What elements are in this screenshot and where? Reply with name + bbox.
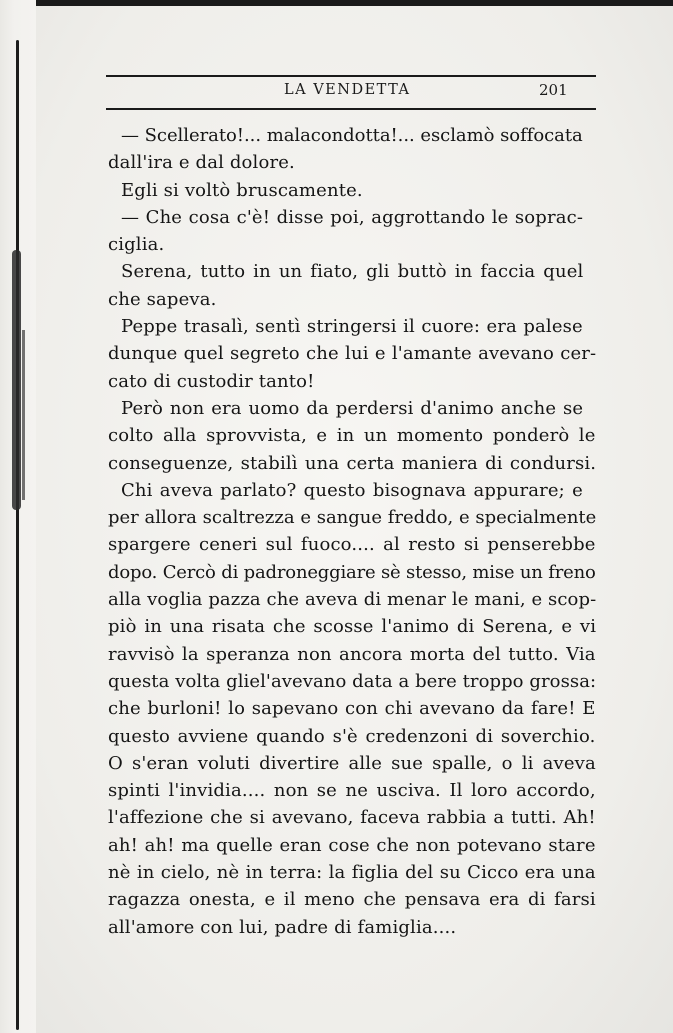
text-line: che burloni! lo sapevano con chi avevano da fare! E <box>108 698 596 720</box>
text-line: che sapeva. <box>108 288 217 310</box>
text-line: ravvisò la speranza non ancora morta del tutto. Via <box>108 643 596 665</box>
text-line: colto alla sprovvista, e in un momento ponderò le <box>108 425 596 447</box>
text-line: Serena, tutto in un fiato, gli buttò in faccia quel <box>121 261 584 283</box>
body-text <box>108 122 596 941</box>
text-line: — Che cosa c'è! disse poi, aggrottando le soprac- <box>121 206 584 228</box>
binding-shadow-line <box>16 40 19 1030</box>
text-line: ciglia. <box>108 234 165 256</box>
text-line: questo avviene quando s'è credenzoni di soverchio. <box>108 725 596 747</box>
text-line: dopo. Cercò di padroneggiare sè stesso, mise un freno <box>108 561 596 583</box>
text-line: questa volta gliel'avevano data a bere troppo grossa: <box>108 670 597 692</box>
text-line: Egli si voltò bruscamente. <box>121 179 363 201</box>
text-line: per allora scaltrezza e sangue freddo, e specialmente <box>108 507 597 529</box>
text-line: all'amore con lui, padre di famiglia.... <box>108 916 457 938</box>
text-line: alla voglia pazza che aveva di menar le mani, e scop- <box>108 589 597 611</box>
text-line: dall'ira e dal dolore. <box>108 152 295 174</box>
text-line: spinti l'invidia.... non se ne usciva. Il loro accordo, <box>108 780 596 802</box>
header-rule-top <box>106 75 596 77</box>
text-line: Però non era uomo da perdersi d'animo anche se <box>121 397 584 419</box>
binding-shadow-mark <box>12 250 21 510</box>
text-line: dunque quel segreto che lui e l'amante avevano cer- <box>108 343 597 365</box>
text-line: spargere ceneri sul fuoco.... al resto si penserebbe <box>108 534 596 556</box>
text-line: conseguenze, stabilì una certa maniera di condursi. <box>108 452 597 474</box>
text-line: Peppe trasalì, sentì stringersi il cuore: era palese <box>121 316 583 338</box>
running-header-title: LA VENDETTA <box>284 82 411 98</box>
text-line: ragazza onesta, e il meno che pensava era di farsi <box>108 889 596 911</box>
text-line: cato di custodir tanto! <box>108 370 315 392</box>
text-line: — Scellerato!... malacondotta!... esclamò soffocata <box>121 125 583 146</box>
page-top-edge <box>0 0 673 6</box>
text-line: Chi aveva parlato? questo bisognava appurare; e <box>121 479 583 501</box>
text-line: l'affezione che si avevano, faceva rabbia a tutti. Ah! <box>108 807 596 829</box>
text-line: O s'eran voluti divertire alle sue spalle, o li aveva <box>108 752 596 774</box>
page-binding-gutter <box>0 0 36 1033</box>
page-number: 201 <box>539 81 568 99</box>
binding-shadow-mark-secondary <box>22 330 25 500</box>
text-line: piò in una risata che scosse l'animo di Serena, e vi <box>108 616 597 638</box>
text-line: nè in cielo, nè in terra: la figlia del su Cicco era una <box>108 862 596 884</box>
text-line: ah! ah! ma quelle eran cose che non potevano stare <box>108 834 596 856</box>
header-rule-bottom <box>106 108 596 110</box>
